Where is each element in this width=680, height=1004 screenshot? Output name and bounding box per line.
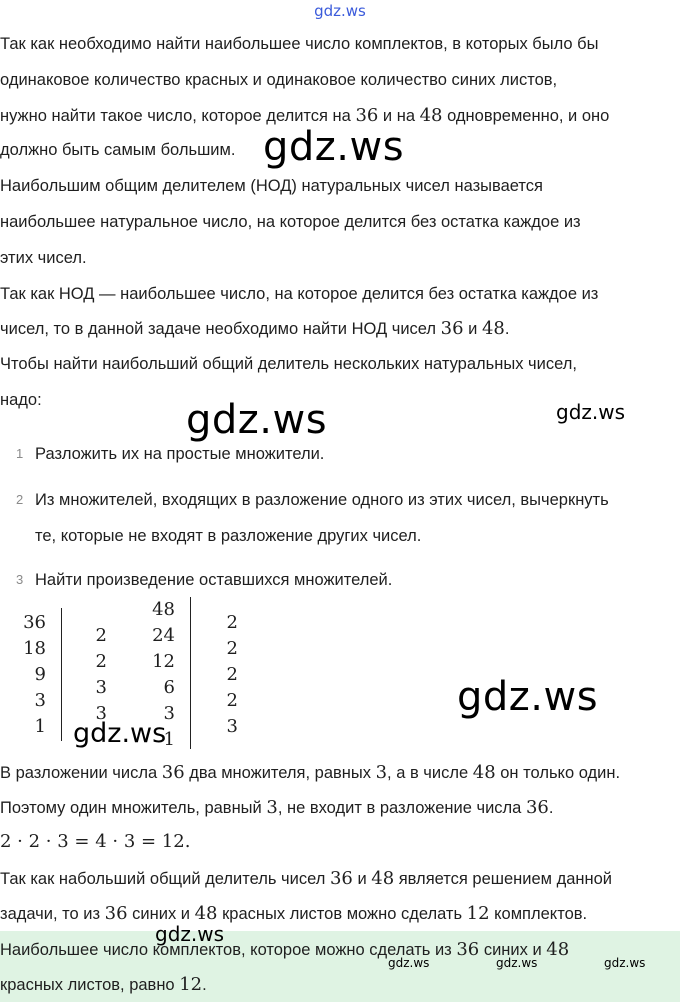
list-text: Из множителей, входящих в разложение одного из этих чисел, вычеркнуть xyxy=(35,491,609,509)
watermark-small: gdz.ws xyxy=(155,922,225,946)
watermark-tiny: gdz.ws xyxy=(496,956,538,970)
factor-column-dividends: 48 24 12 6 3 1 xyxy=(152,599,175,750)
answer-line-1: Наибольшее число комплектов, которое можно сделать из 36 синих и 48 xyxy=(0,939,570,960)
watermark-small: gdz.ws xyxy=(73,718,167,749)
answer-line-2: красных листов, равно 12. xyxy=(0,974,207,995)
factor-divider xyxy=(190,597,191,749)
task-line-1: Так как НОД — наибольшее число, на которое делится без остатка каждое из xyxy=(0,285,599,303)
list-text: те, которые не входят в разложение других чисел. xyxy=(35,527,422,545)
formula: 2 · 2 · 3 = 4 · 3 = 12. xyxy=(0,831,191,852)
watermark-tiny: gdz.ws xyxy=(388,956,430,970)
list-number: 2 xyxy=(16,492,24,507)
factor-divider xyxy=(61,608,62,741)
watermark-tiny: gdz.ws xyxy=(604,956,646,970)
rule-line-1: Чтобы найти наибольший общий делитель нескольких натуральных чисел, xyxy=(0,355,577,373)
list-number: 3 xyxy=(16,572,24,587)
watermark-small: gdz.ws xyxy=(556,400,626,424)
definition-line-2: наибольшее натуральное число, на которое делится без остатка каждое из xyxy=(0,213,581,231)
intro-line-1: Так как необходимо найти наибольшее число комплектов, в которых было бы xyxy=(0,35,599,53)
list-text: Найти произведение оставшихся множителей. xyxy=(35,571,393,589)
list-number: 1 xyxy=(16,446,24,461)
definition-line-3: этих чисел. xyxy=(0,249,87,267)
task-line-2: чисел, то в данной задаче необходимо найти НОД чисел 36 и 48. xyxy=(0,318,510,339)
list-text: Разложить их на простые множители. xyxy=(35,445,325,463)
intro-line-4: должно быть самым большим. xyxy=(0,141,236,159)
watermark-large: gdz.ws xyxy=(263,124,405,170)
watermark-large: gdz.ws xyxy=(186,397,328,443)
intro-line-3: нужно найти такое число, которое делится на 36 и на 48 одновременно, и оно xyxy=(0,105,610,126)
factor-column-dividends: 36 18 9 3 1 xyxy=(23,612,46,737)
factor-column-divisors: 2 2 2 2 3 xyxy=(226,612,238,737)
rule-line-2: надо: xyxy=(0,391,42,409)
conclusion-line-1: Так как набольший общий делитель чисел 36 и 48 является решением данной xyxy=(0,868,613,889)
watermark-large: gdz.ws xyxy=(457,674,599,720)
analysis-line-1: В разложении числа 36 два множителя, равных 3, а в числе 48 он только один. xyxy=(0,762,621,783)
intro-line-2: одинаковое количество красных и одинаковое количество синих листов, xyxy=(0,71,558,89)
definition-line-1: Наибольшим общим делителем (НОД) натуральных чисел называется xyxy=(0,177,543,195)
watermark-top: gdz.ws xyxy=(314,2,366,20)
conclusion-line-2: задачи, то из 36 синих и 48 красных листов можно сделать 12 комплектов. xyxy=(0,903,588,924)
factor-column-divisors: 2 2 3 3 xyxy=(95,625,107,724)
analysis-line-2: Поэтому один множитель, равный 3, не входит в разложение числа 36. xyxy=(0,797,554,818)
